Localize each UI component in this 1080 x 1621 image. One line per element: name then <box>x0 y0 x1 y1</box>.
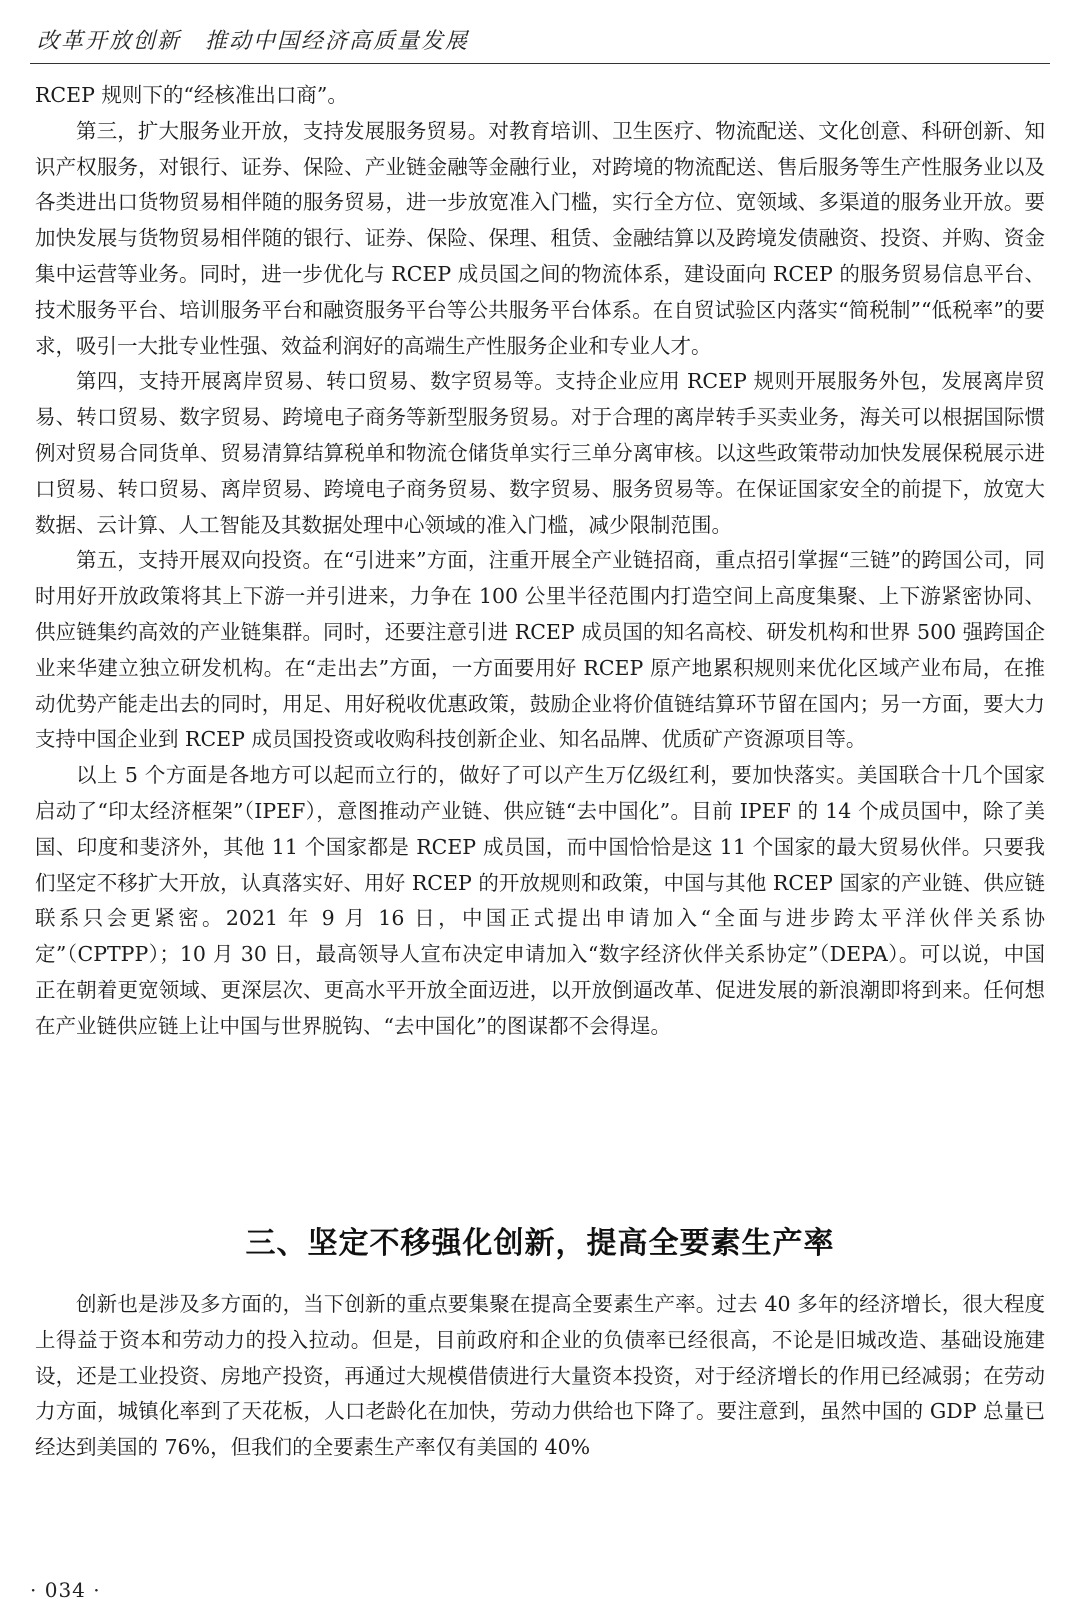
page-number: · 034 · <box>30 1578 101 1602</box>
section-body-text <box>35 1287 1045 1466</box>
paragraph-fourth-point: 第四，支持开展离岸贸易、转口贸易、数字贸易等。支持企业应用 RCEP 规则开展服务外包，发展离岸贸易、转口贸易、数字贸易、跨境电子商务等新型服务贸易。对于合理的离岸转手买卖业务，海关可以根据国际惯例对贸易合同货单、贸易清算结算税单和物流仓储货单实行三单分离审核。以这些政策带动加快发展保税展示进口贸易、转口贸易、离岸贸易、跨境电子商务贸易、数字贸易、服务贸易等。在保证国家安全的前提下，放宽大数据、云计算、人工智能及其数据处理中心领域的准入门槛，减少限制范围。 <box>35 369 1045 537</box>
section-heading: 三、坚定不移强化创新，提高全要素生产率 <box>245 1226 835 1261</box>
running-header: 改革开放创新 推动中国经济高质量发展 <box>37 29 470 54</box>
paragraph-third-point: 第三，扩大服务业开放，支持发展服务贸易。对教育培训、卫生医疗、物流配送、文化创意、科研创新、知识产权服务，对银行、证券、保险、产业链金融等金融行业，对跨境的物流配送、售后服务等生产性服务业以及各类进出口货物贸易相伴随的服务贸易，进一步放宽准入门槛，实行全方位、宽领域、多渠道的服务业开放。要加快发展与货物贸易相伴随的银行、证券、保险、保理、租赁、金融结算以及跨境发债融资、投资、并购、资金集中运营等业务。同时，进一步优化与 RCEP 成员国之间的物流体系，建设面向 RCEP 的服务贸易信息平台、技术服务平台、培训服务平台和融资服务平台等公共服务平台体系。在自贸试验区内落实“简税制”“低税率”的要求，吸引一大批专业性强、效益利润好的高端生产性服务企业和专业人才。 <box>35 118 1045 358</box>
paragraph-continued: RCEP 规则下的“经核准出口商”。 <box>35 83 348 107</box>
paragraph-fifth-point: 第五，支持开展双向投资。在“引进来”方面，注重开展全产业链招商，重点招引掌握“三链”的跨国公司，同时用好开放政策将其上下游一并引进来，力争在 100 公里半径范围内打造空间上高度集聚、上下游紧密协同、供应链集约高效的产业链集群。同时，还要注意引进 RCEP 成员国的知名高校、研发机构和世界 500 强跨国企业来华建立独立研发机构。在“走出去”方面，一方面要用好 RCEP 原产地累积规则来优化区域产业布局，在推动优势产能走出去的同时，用足、用好税收优惠政策，鼓励企业将价值链结算环节留在国内；另一方面，要大力支持中国企业到 RCEP 成员国投资或收购科技创新企业、知名品牌、优质矿产资源项目等。 <box>35 548 1045 752</box>
header-divider <box>30 63 1050 64</box>
paragraph-innovation: 创新也是涉及多方面的，当下创新的重点要集聚在提高全要素生产率。过去 40 多年的经济增长，很大程度上得益于资本和劳动力的投入拉动。但是，目前政府和企业的负债率已经很高，不论是旧城改造、基础设施建设，还是工业投资、房地产投资，再通过大规模借债进行大量资本投资，对于经济增长的作用已经减弱；在劳动力方面，城镇化率到了天花板，人口老龄化在加快，劳动力供给也下降了。要注意到，虽然中国的 GDP 总量已经达到美国的 76%，但我们的全要素生产率仅有美国的 40% <box>35 1292 1045 1460</box>
paragraph-summary: 以上 5 个方面是各地方可以起而立行的，做好了可以产生万亿级红利，要加快落实。美国联合十几个国家启动了“印太经济框架”（IPEF），意图推动产业链、供应链“去中国化”。目前 IPEF 的 14 个成员国中，除了美国、印度和斐济外，其他 11 个国家都是 RCEP 成员国，而中国恰恰是这 11 个国家的最大贸易伙伴。只要我们坚定不移扩大开放，认真落实好、用好 RCEP 的开放规则和政策，中国与其他 RCEP 国家的产业链、供应链联系只会更紧密。2021 年 9 月 16 日，中国正式提出申请加入“全面与进步跨太平洋伙伴关系协定”（CPTPP）；10 月 30 日，最高领导人宣布决定申请加入“数字经济伙伴关系协定”（DEPA）。可以说，中国正在朝着更宽领域、更深层次、更高水平开放全面迈进，以开放倒逼改革、促进发展的新浪潮即将到来。任何想在产业链供应链上让中国与世界脱钩、“去中国化”的图谋都不会得逞。 <box>35 763 1045 1038</box>
body-text <box>35 78 1045 1045</box>
